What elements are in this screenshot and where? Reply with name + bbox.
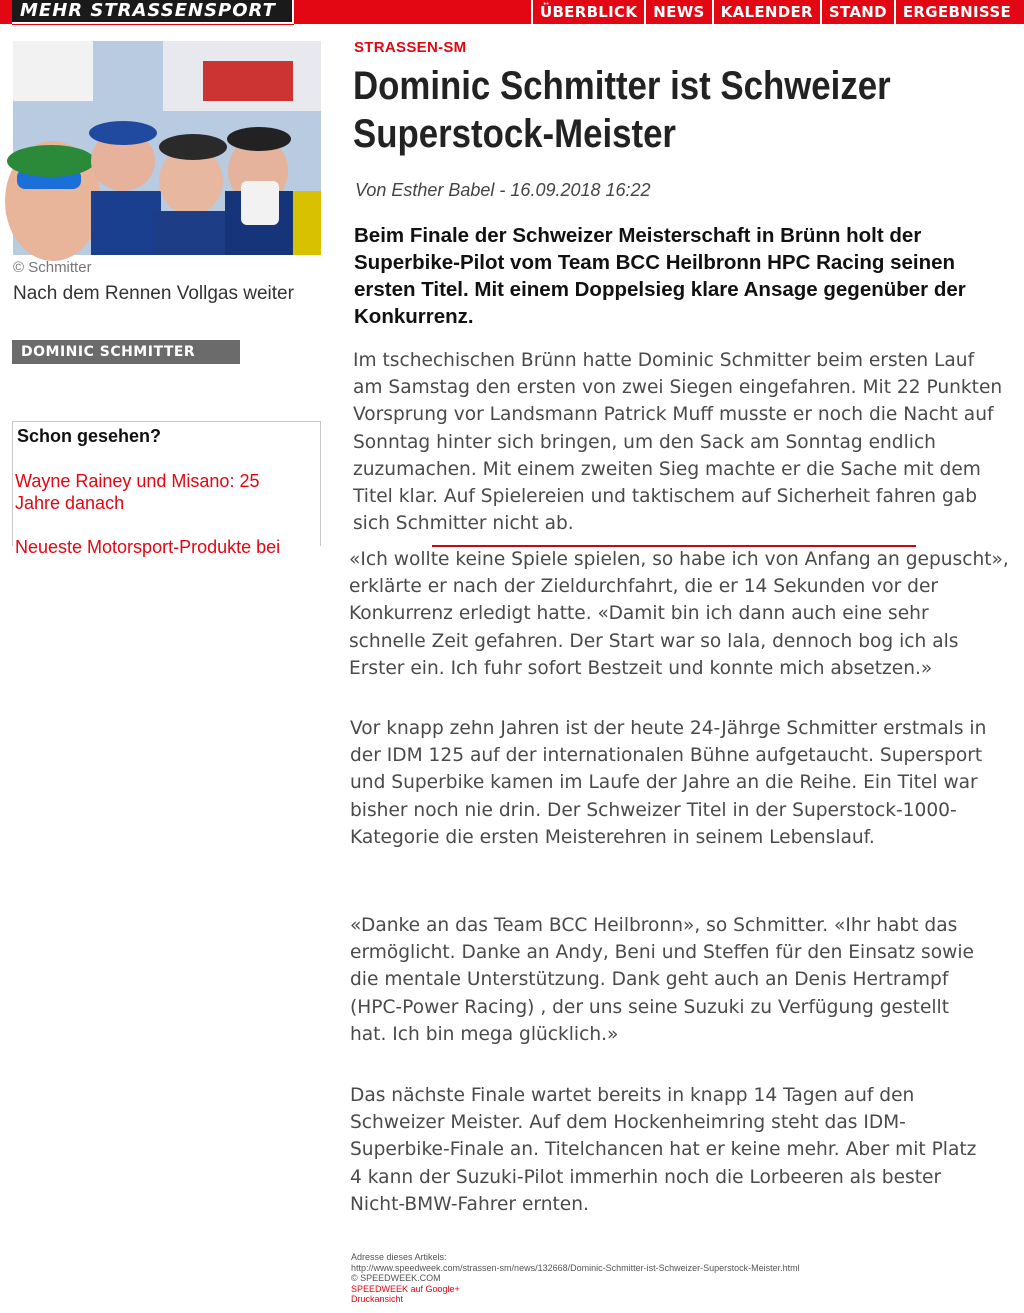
photo-illustration [13, 41, 321, 255]
google-link[interactable]: SPEEDWEEK auf Google+ [351, 1283, 460, 1294]
article-footer [351, 1252, 800, 1305]
nav-item-news[interactable]: NEWS [644, 0, 711, 24]
article-lead: Beim Finale der Schweizer Meisterschaft in Brünn holt der Superbike-Pilot vom Team BCC Heilbronn HPC Racing seinen ersten Titel. Mit einem Doppelsieg klare Ansage gegenüber der Konkurrenz. [354, 224, 966, 328]
topic-tag[interactable]: DOMINIC SCHMITTER [12, 340, 240, 364]
nav-item-ergebnisse[interactable]: ERGEBNISSE [894, 0, 1018, 24]
headline-line: Dominic Schmitter ist Schweizer [353, 64, 891, 108]
nav-item-ueberblick[interactable]: ÜBERBLICK [531, 0, 644, 24]
related-title: Schon gesehen? [17, 426, 162, 446]
photo-credit: © Schmitter [13, 259, 92, 276]
article-paragraph: «Danke an das Team BCC Heilbronn», so Schmitter. «Ihr habt das ermöglicht. Danke an Andy, Beni und Steffen für den Einsatz sowie die mentale Unterstützung. Dank geht auch an Denis Hertrampf (HPC-Power Racing) , der uns seine Suzuki zu Verfügung gestellt hat. Ich bin mega glücklich.» [350, 915, 974, 1045]
related-link[interactable]: Neueste Motorsport-Produkte bei [15, 537, 281, 557]
article-paragraph: Im tschechischen Brünn hatte Dominic Schmitter beim ersten Lauf am Samstag den ersten von zwei Siegen eingefahren. Mit 22 Punkten Vorsprung vor Landsmann Patrick Muff musste er noch die Nacht auf Sonntag hinter sich bringen, um den Sack am Sonntag endlich zuzumachen. Mit einem zweiten Sieg machte er die Sache mit dem Titel klar. Auf Spielereien und taktischem auf Sicherheit fahren gab sich Schmitter nicht ab. [353, 350, 1003, 535]
article-byline: Von Esther Babel - 16.09.2018 16:22 [355, 180, 651, 200]
related-link[interactable]: Wayne Rainey und Misano: 25 Jahre danach [15, 471, 260, 513]
article-paragraph: «Ich wollte keine Spiele spielen, so habe ich von Anfang an gepuscht», erklärte er nach der Zieldurchfahrt, die er 14 Sekunden vor der Konkurrenz erledigt hatte. «Damit bin ich dann auch eine sehr schnelle Zeit gefahren. Der Start war so lala, dennoch bog ich als Erster ein. Ich fuhr sofort Bestzeit und konnte mich absetzen.» [349, 549, 1009, 679]
article-url[interactable]: http://www.speedweek.com/strassen-sm/news/132668/Dominic-Schmitter-ist-Schweizer-Superstock-Meister.html [351, 1262, 800, 1273]
copyright: © SPEEDWEEK.COM [351, 1273, 441, 1283]
top-nav-bar [0, 0, 1024, 24]
article-headline [353, 62, 979, 158]
article-photo[interactable] [13, 41, 321, 255]
article-category[interactable]: STRASSEN-SM [354, 39, 467, 56]
brand-block [12, 0, 294, 25]
article-paragraph: Vor knapp zehn Jahren ist der heute 24-Jährge Schmitter erstmals in der IDM 125 auf der internationalen Bühne aufgetaucht. Supersport und Superbike kamen im Laufe der Jahre an die Reihe. Ein Titel war bisher noch nie drin. Der Schweizer Titel in der Superstock-1000-Kategorie die ersten Meisterehren in seinem Lebenslauf. [350, 718, 987, 848]
headline-line: Superstock-Meister [353, 112, 676, 156]
nav-item-stand[interactable]: STAND [820, 0, 894, 24]
brand-title[interactable]: MEHR STRASSENSPORT [12, 0, 292, 22]
article-paragraph: Das nächste Finale wartet bereits in knapp 14 Tagen auf den Schweizer Meister. Auf dem Hockenheimring steht das IDM-Superbike-Finale an. Titelchancen hat er keine mehr. Aber mit Platz 4 kann der Suzuki-Pilot immerhin noch die Lorbeeren als bester Nicht-BMW-Fahrer ernten. [350, 1085, 977, 1215]
address-label: Adresse dieses Artikels: [351, 1252, 447, 1262]
main-nav [531, 0, 1018, 24]
photo-caption: Nach dem Rennen Vollgas weiter [13, 283, 294, 304]
print-link[interactable]: Druckansicht [351, 1294, 404, 1304]
nav-item-kalender[interactable]: KALENDER [712, 0, 820, 24]
related-articles-box [12, 421, 321, 557]
